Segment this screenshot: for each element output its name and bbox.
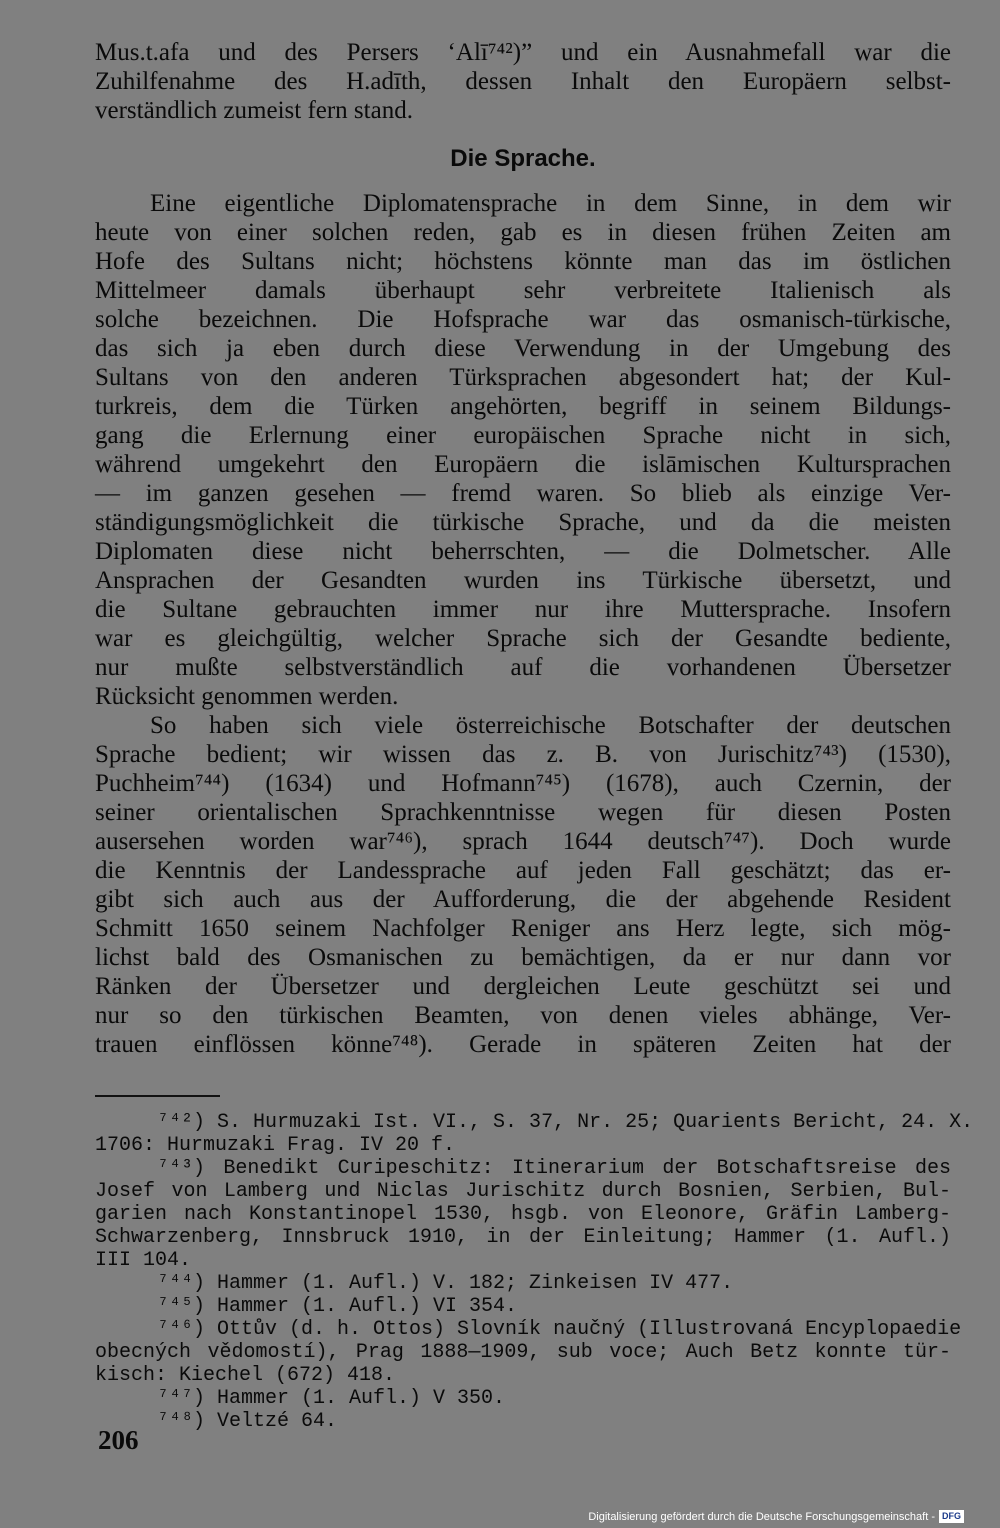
text-line: Rücksicht genommen werden. [95,683,399,710]
page-number: 206 [98,1425,139,1455]
text-line: So haben sich viele österreichische Botschafter der deutschen [150,712,951,739]
text-line: nur mußte selbstverständlich auf die vorhandenen Übersetzer [95,654,951,681]
text-line: ausersehen worden war⁷⁴⁶), sprach 1644 deutsch⁷⁴⁷). Doch wurde [95,828,951,855]
footnote-line: ⁷⁴⁵) Hammer (1. Aufl.) VI 354. [157,1295,518,1318]
footnote-line: 1706: Hurmuzaki Frag. IV 20 f. [95,1134,456,1157]
text-line: Sultans von den anderen Türksprachen abgesondert hat; der Kul- [95,364,951,391]
text-line: Ansprachen der Gesandten wurden ins Türkische übersetzt, und [95,567,951,594]
paragraph-1 [95,189,951,711]
text-line: Sprache bedient; wir wissen das z. B. von Jurischitz⁷⁴³) (1530), [95,741,951,768]
text-line: die Sultane gebrauchten immer nur ihre Muttersprache. Insofern [95,596,951,623]
dfg-logo-icon: DFG [939,1510,964,1523]
footnote-divider [95,1095,220,1097]
footnote-744 [95,1272,951,1295]
footnote-746 [95,1318,962,1387]
text-line: die Kenntnis der Landessprache auf jeden Fall geschätzt; das er- [95,857,951,884]
text-line: gang die Erlernung einer europäischen Sprache nicht in sich, [95,422,951,449]
text-line: gibt sich auch aus der Aufforderung, die der abgehende Resident [95,886,951,913]
footnote-747 [95,1387,951,1410]
text-line: turkreis, dem die Türken angehörten, begriff in seinem Bildungs- [95,393,951,420]
text-line: verständlich zumeist fern stand. [95,97,413,124]
intro-block [95,38,951,125]
text-line: trauen einflössen könne⁷⁴⁸). Gerade in späteren Zeiten hat der [95,1031,951,1058]
text-line: heute von einer solchen reden, gab es in diesen frühen Zeiten am [95,219,951,246]
footnote-line: ⁷⁴²) S. Hurmuzaki Ist. VI., S. 37, Nr. 25; Quarients Bericht, 24. X. [157,1111,974,1134]
footnote-line: ⁷⁴⁶) Ottův (d. h. Ottos) Slovník naučný (Illustrovaná Encyplopaedie [157,1318,962,1341]
page-content [95,38,974,1433]
text-line: Hofe des Sultans nicht; höchstens könnte man das im östlichen [95,248,951,275]
footnote-line: Josef von Lamberg und Niclas Jurischitz durch Bosnien, Serbien, Bul- [95,1180,951,1203]
footer-text: Digitalisierung gefördert durch die Deutsche Forschungsgemeinschaft - [588,1510,935,1523]
text-line: nur so den türkischen Beamten, von denen vieles abhänge, Ver- [95,1002,951,1029]
text-line: Zuhilfenahme des H.adīth, dessen Inhalt den Europäern selbst- [95,68,951,95]
text-line: Mus.t.afa und des Persers ‘Alī⁷⁴²)” und ein Ausnahmefall war die [95,39,951,66]
text-line: solche bezeichnen. Die Hofsprache war das osmanisch-türkische, [95,306,951,333]
text-line: ständigungsmöglichkeit die türkische Sprache, und da die meisten [95,509,951,536]
section-heading: Die Sprache. [450,145,596,172]
paragraph-2 [95,711,951,1059]
text-line: während umgekehrt den Europäern die islāmischen Kultursprachen [95,451,951,478]
text-line: Puchheim⁷⁴⁴) (1634) und Hofmann⁷⁴⁵) (1678), auch Czernin, der [95,770,951,797]
footnote-line: Schwarzenberg, Innsbruck 1910, in der Einleitung; Hammer (1. Aufl.) [95,1226,951,1249]
footnote-line: ⁷⁴⁴) Hammer (1. Aufl.) V. 182; Zinkeisen IV 477. [157,1272,734,1295]
footnote-line: ⁷⁴⁸) Veltzé 64. [157,1410,338,1433]
text-line: das sich ja eben durch diese Verwendung in der Umgebung des [95,335,951,362]
footnote-line: ⁷⁴⁷) Hammer (1. Aufl.) V 350. [157,1387,506,1410]
text-line: Eine eigentliche Diplomatensprache in dem Sinne, in dem wir [150,190,951,217]
footnote-line: ⁷⁴³) Benedikt Curipeschitz: Itinerarium der Botschaftsreise des [157,1157,951,1180]
footnote-748 [95,1410,951,1433]
footnote-743 [95,1157,951,1272]
text-line: seiner orientalischen Sprachkenntnisse wegen für diesen Posten [95,799,951,826]
footnote-745 [95,1295,951,1318]
footnote-line: obecných vědomostí), Prag 1888—1909, sub voce; Auch Betz konnte tür- [95,1341,951,1364]
footnote-742 [95,1111,974,1157]
footnote-line: garien nach Konstantinopel 1530, hsgb. von Eleonore, Gräfin Lamberg- [95,1203,951,1226]
text-line: Schmitt 1650 seinem Nachfolger Reniger ans Herz legte, sich mög- [95,915,951,942]
text-line: Diplomaten diese nicht beherrschten, — die Dolmetscher. Alle [95,538,951,565]
text-line: — im ganzen gesehen — fremd waren. So blieb als einzige Ver- [95,480,951,507]
footnote-line: III 104. [95,1249,192,1272]
text-line: lichst bald des Osmanischen zu bemächtigen, da er nur dann vor [95,944,951,971]
text-line: Ränken der Übersetzer und dergleichen Leute geschützt sei und [95,973,951,1000]
footnote-line: kisch: Kiechel (672) 418. [95,1364,396,1387]
text-line: war es gleichgültig, welcher Sprache sich der Gesandte bediente, [95,625,951,652]
text-line: Mittelmeer damals überhaupt sehr verbreitete Italienisch als [95,277,951,304]
digitization-credit [588,1510,964,1523]
footnotes [95,1111,974,1433]
